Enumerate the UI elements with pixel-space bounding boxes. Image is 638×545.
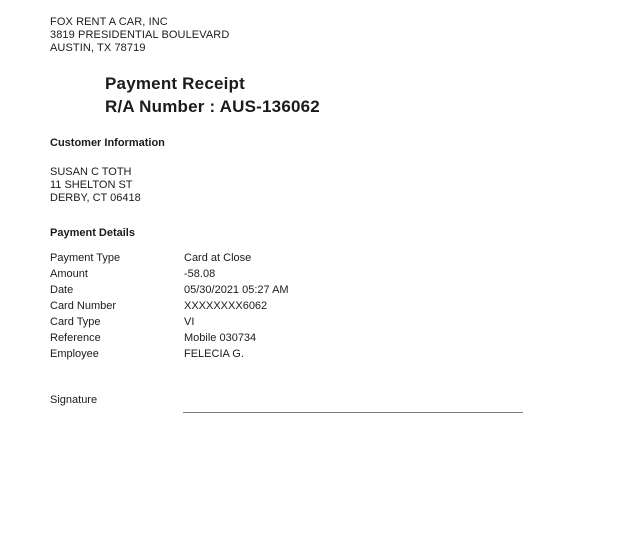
payment-details-table <box>50 250 289 362</box>
card-type-label: Card Type <box>50 316 101 328</box>
payment-detail-row <box>50 330 289 346</box>
merchant-city-state-zip: AUSTIN, TX 78719 <box>50 42 146 54</box>
payment-detail-row <box>50 298 289 314</box>
customer-name: SUSAN C TOTH <box>50 166 132 178</box>
employee-label: Employee <box>50 348 99 360</box>
payment-detail-row <box>50 282 289 298</box>
merchant-name: FOX RENT A CAR, INC <box>50 16 168 28</box>
receipt-title: Payment Receipt <box>105 74 245 93</box>
card-type-value: VI <box>184 316 195 328</box>
payment-details-heading: Payment Details <box>50 227 135 239</box>
date-value: 05/30/2021 05:27 AM <box>184 284 289 296</box>
amount-value: -58.08 <box>184 268 216 280</box>
date-label: Date <box>50 284 74 296</box>
payment-detail-row <box>50 314 289 330</box>
card-number-value: XXXXXXXX6062 <box>184 300 268 312</box>
payment-detail-row <box>50 250 289 266</box>
payment-type-value: Card at Close <box>184 252 252 264</box>
customer-street: 11 SHELTON ST <box>50 179 133 191</box>
amount-label: Amount <box>50 268 88 280</box>
payment-detail-row <box>50 266 289 282</box>
signature-label: Signature <box>50 394 98 406</box>
merchant-street: 3819 PRESIDENTIAL BOULEVARD <box>50 29 230 41</box>
customer-city-state-zip: DERBY, CT 06418 <box>50 192 141 204</box>
employee-value: FELECIA G. <box>184 348 244 360</box>
payment-detail-row <box>50 346 289 362</box>
merchant-address-block <box>50 16 229 55</box>
reference-value: Mobile 030734 <box>184 332 257 344</box>
card-number-label: Card Number <box>50 300 117 312</box>
signature-line <box>183 412 523 413</box>
customer-address-block <box>50 166 141 205</box>
customer-information-heading: Customer Information <box>50 137 165 149</box>
payment-type-label: Payment Type <box>50 252 121 264</box>
ra-number: R/A Number : AUS-136062 <box>105 97 320 116</box>
receipt-title-block <box>105 72 320 118</box>
reference-label: Reference <box>50 332 101 344</box>
